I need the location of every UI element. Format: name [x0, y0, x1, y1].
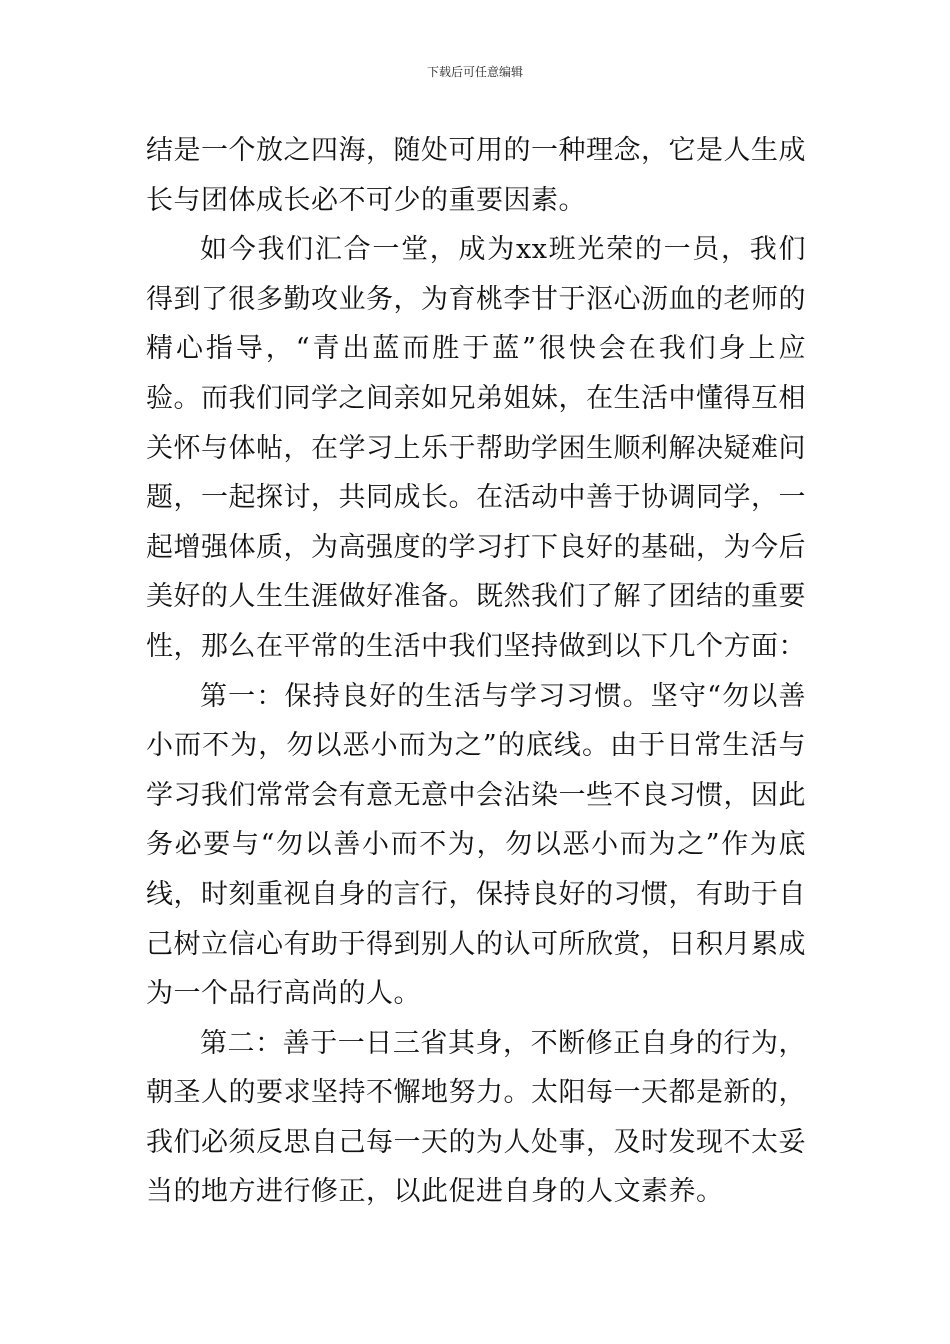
- paragraph-point-one: 第一：保持良好的生活与学习习惯。坚守“勿以善小而不为，勿以恶小而为之”的底线。由于日常生活与学习我们常常会有意无意中会沾染一些不良习惯，因此务必要与“勿以善小而不为，勿以恶小而为之”作为底线，时刻重视自身的言行，保持良好的习惯，有助于自己树立信心有助于得到别人的认可所欣赏，日积月累成为一个品行高尚的人。: [146, 680, 806, 1010]
- paragraph-class-intro: 如今我们汇合一堂，成为xx班光荣的一员，我们得到了很多勤攻业务，为育桃李甘于沤心沥血的老师的精心指导，“青出蓝而胜于蓝”很快会在我们身上应验。而我们同学之间亲如兄弟姐妹，在生活中懂得互相关怀与体帖，在学习上乐于帮助学困生顺利解决疑难问题，一起探讨，共同成长。在活动中善于协调同学，一起增强体质，为高强度的学习打下良好的基础，为今后美好的人生生涯做好准备。既然我们了解了团结的重要性，那么在平常的生活中我们坚持做到以下几个方面：: [146, 234, 806, 662]
- page-header-note: 下载后可任意编辑: [426, 65, 523, 79]
- paragraph-point-two: 第二：善于一日三省其身，不断修正自身的行为，朝圣人的要求坚持不懈地努力。太阳每一天都是新的，我们必须反思自己每一天的为人处事，及时发现不太妥当的地方进行修正，以此促进自身的人文素养。: [146, 1027, 806, 1208]
- paragraph-continuation: 结是一个放之四海，随处可用的一种理念，它是人生成长与团体成长必不可少的重要因素。: [146, 135, 806, 216]
- document-body: [146, 126, 806, 1217]
